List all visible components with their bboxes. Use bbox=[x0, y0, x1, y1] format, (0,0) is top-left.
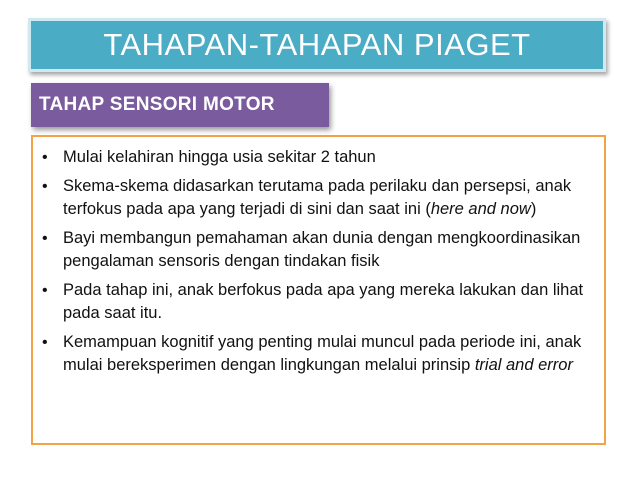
bullet-icon: • bbox=[42, 282, 48, 299]
bullet-italic-text: trial and error bbox=[474, 356, 573, 374]
bullet-icon: • bbox=[42, 334, 48, 351]
bullet-text: Pada tahap ini, anak berfokus pada apa yang mereka lakukan dan lihat pada saat itu. bbox=[63, 281, 584, 322]
section-heading: TAHAP SENSORI MOTOR bbox=[39, 94, 275, 115]
bullet-text: Bayi membangun pemahaman akan dunia dengan mengkoordinasikan pengalaman sensoris dengan tindakan fisik bbox=[63, 229, 581, 270]
bullet-item-1 bbox=[37, 146, 594, 169]
slide-title-banner bbox=[28, 18, 606, 72]
bullet-item-4 bbox=[37, 279, 594, 325]
bullet-item-3 bbox=[37, 227, 594, 273]
bullet-icon: • bbox=[42, 178, 48, 195]
bullet-text: Kemampuan kognitif yang penting mulai muncul pada periode ini, anak mulai bereksperimen dengan lingkungan melalui prinsip bbox=[63, 333, 582, 374]
content-panel bbox=[31, 135, 606, 445]
bullet-text: Mulai kelahiran hingga usia sekitar 2 tahun bbox=[63, 148, 376, 166]
bullet-list bbox=[37, 146, 594, 377]
bullet-text-end: ) bbox=[530, 200, 537, 218]
bullet-italic-text: here and now bbox=[430, 200, 531, 218]
bullet-item-2 bbox=[37, 175, 594, 221]
section-heading-banner bbox=[31, 83, 329, 127]
slide-title: TAHAPAN-TAHAPAN PIAGET bbox=[103, 27, 531, 62]
bullet-icon: • bbox=[42, 230, 48, 247]
bullet-icon: • bbox=[42, 149, 48, 166]
bullet-item-5 bbox=[37, 331, 594, 377]
bullet-text: Skema-skema didasarkan terutama pada perilaku dan persepsi, anak terfokus pada apa yang terjadi di sini dan saat ini ( bbox=[63, 177, 572, 218]
